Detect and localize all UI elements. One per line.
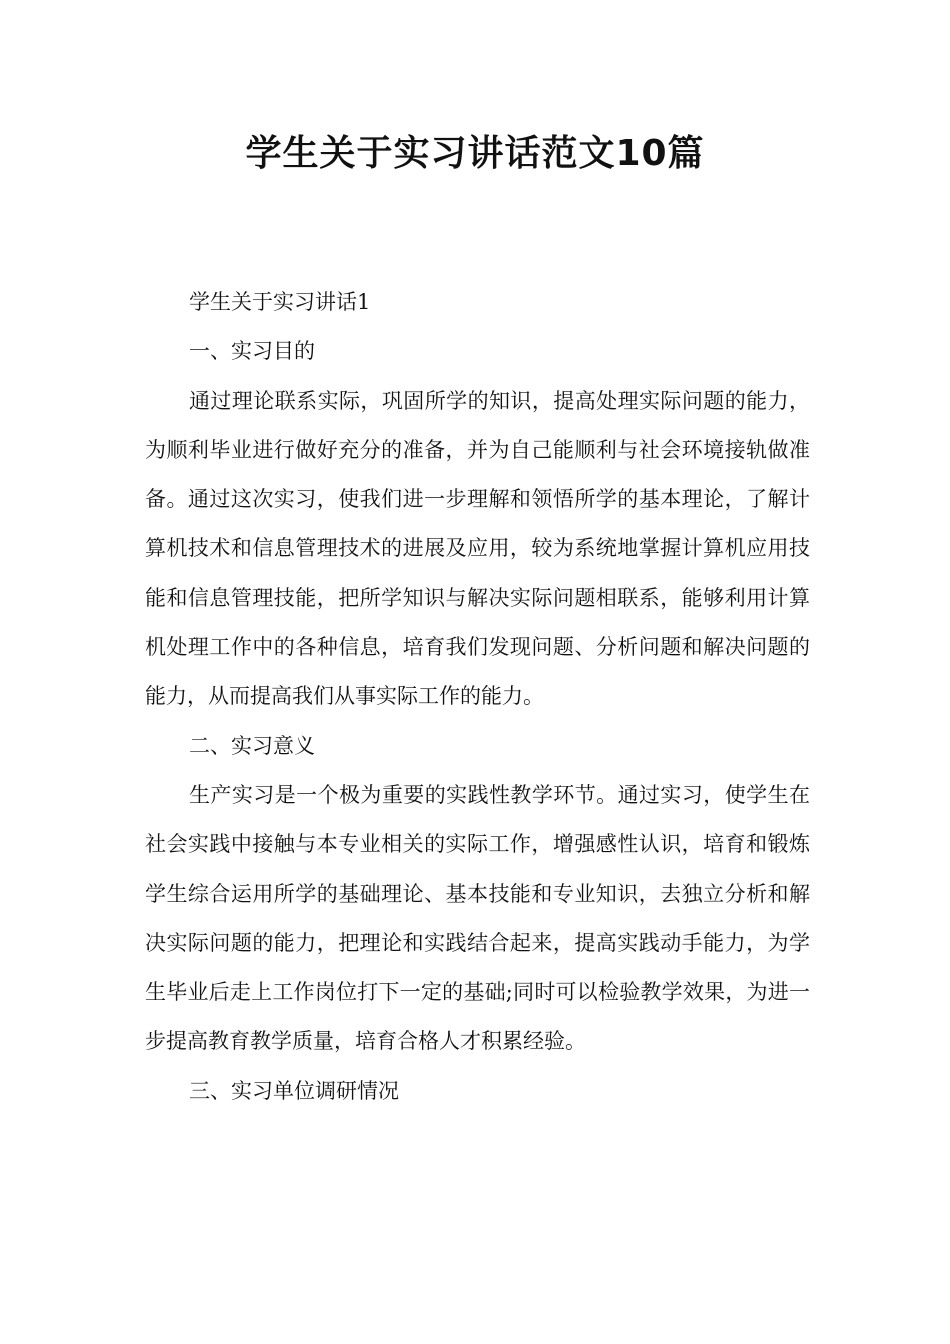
section-heading-purpose: 一、实习目的 — [189, 339, 315, 364]
document-body — [145, 278, 810, 1116]
paragraph-purpose: 通过理论联系实际，巩固所学的知识，提高处理实际问题的能力，为顺利毕业进行做好充分的准备，并为自己能顺利与社会环境接轨做准备。通过这次实习，使我们进一步理解和领悟所学的基本理论，了解计算机技术和信息管理技术的进展及应用，较为系统地掌握计算机应用技能和信息管理技能，把所学知识与解决实际问题相联系，能够利用计算机处理工作中的各种信息，培育我们发现问题、分析问题和解决问题的能力，从而提高我们从事实际工作的能力。 — [145, 388, 810, 709]
section-heading-speech-1: 学生关于实习讲话1 — [189, 290, 371, 314]
paragraph-significance: 生产实习是一个极为重要的实践性教学环节。通过实习，使学生在社会实践中接触与本专业相关的实际工作，增强感性认识，培育和锻炼学生综合运用所学的基础理论、基本技能和专业知识，去独立分析和解决实际问题的能力，把理论和实践结合起来，提高实践动手能力，为学生毕业后走上工作岗位打下一定的基础;同时可以检验教学效果，为进一步提高教育教学质量，培育合格人才积累经验。 — [145, 782, 810, 1054]
section-heading-significance: 二、实习意义 — [189, 733, 315, 758]
document-title: 学生关于实习讲话范文10篇 — [245, 133, 705, 174]
section-heading-research: 三、实习单位调研情况 — [189, 1078, 399, 1103]
